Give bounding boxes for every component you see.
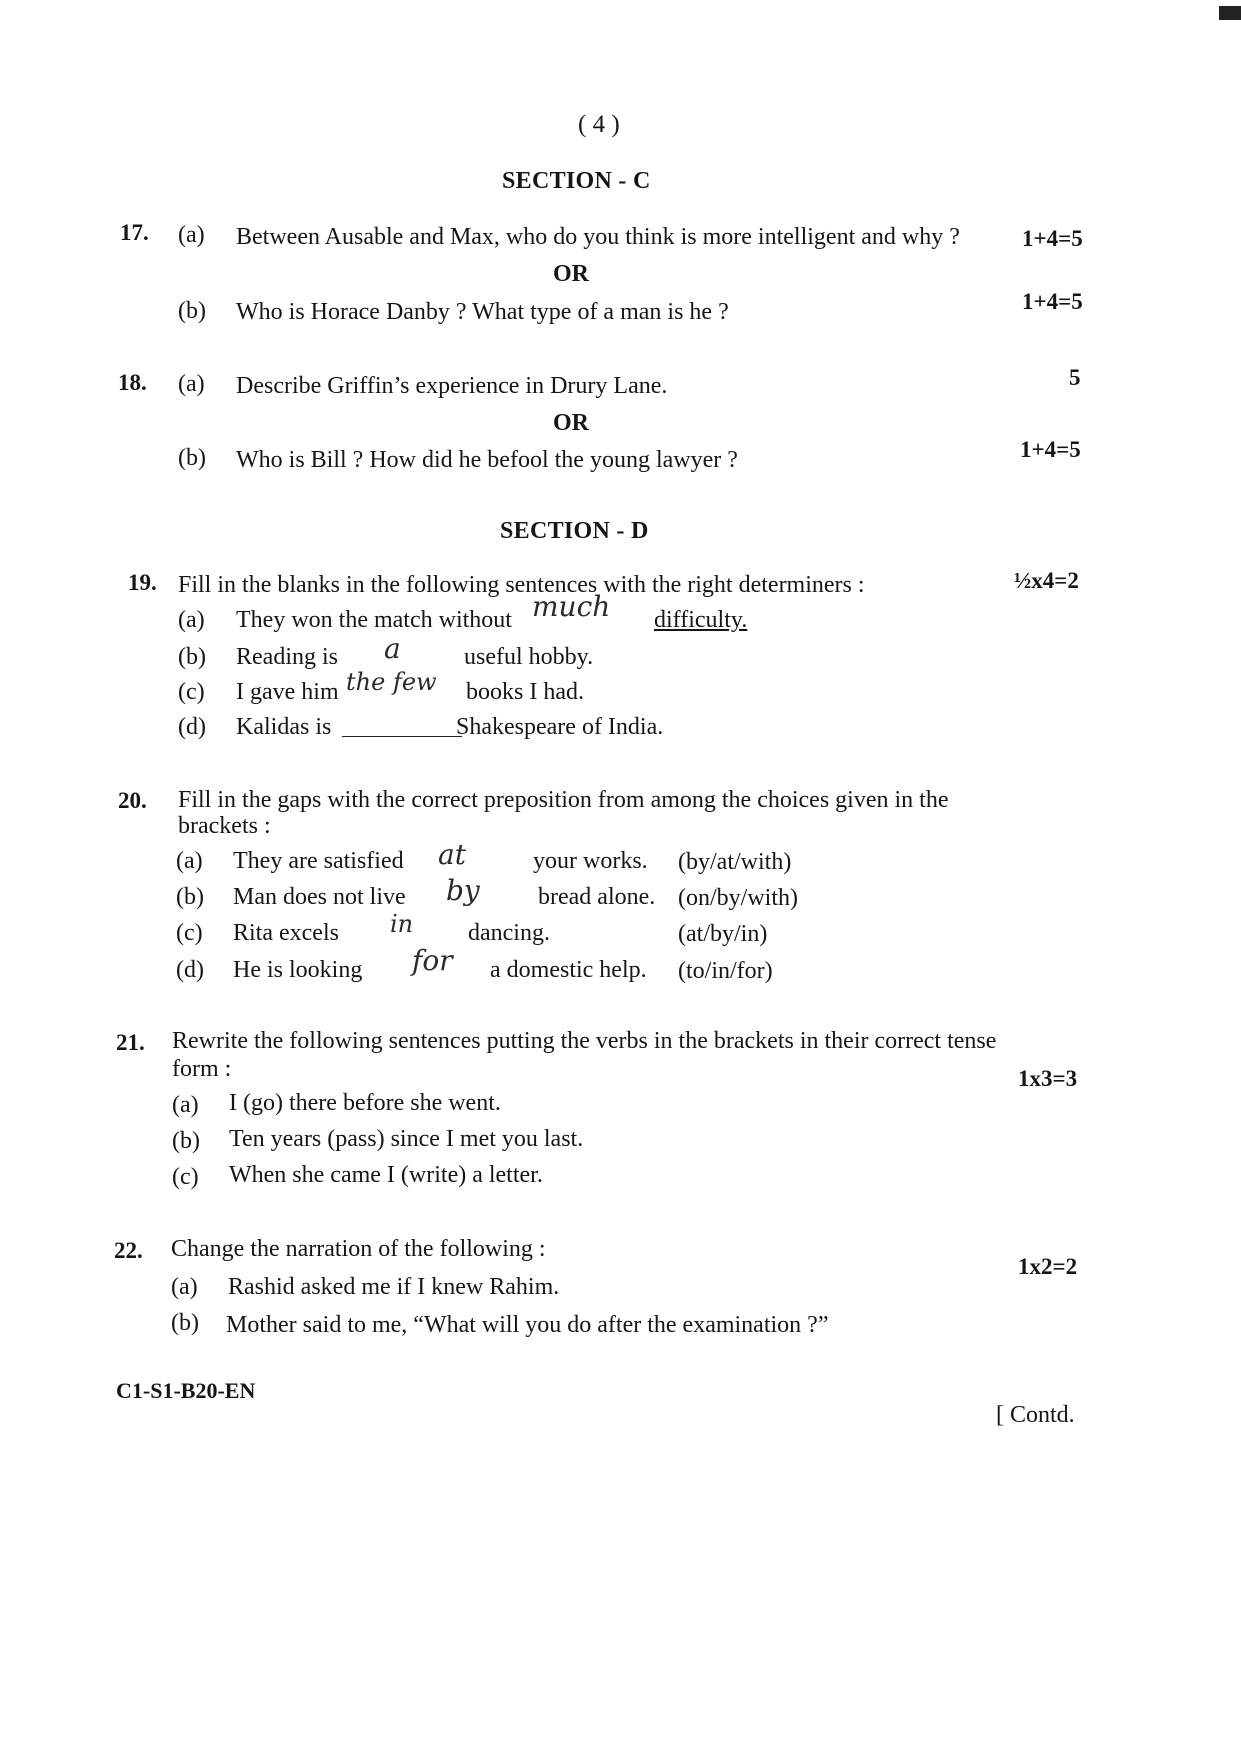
q22-b-text: Mother said to me, “What will you do after the examination ?” — [226, 1312, 829, 1338]
q21-marks: 1x3=3 — [1018, 1066, 1078, 1091]
q19-c-after: books I had. — [466, 679, 584, 705]
q19-marks: ½x4=2 — [1014, 568, 1079, 593]
q17-b-label: (b) — [178, 298, 206, 324]
q19-b-label: (b) — [178, 644, 206, 670]
section-d-title: SECTION - D — [500, 518, 649, 544]
q20-a-before: They are satisfied — [233, 848, 404, 874]
q20-a-answer: at — [438, 838, 466, 871]
q21-a-text: I (go) there before she went. — [229, 1090, 501, 1116]
q20-c-after: dancing. — [468, 920, 550, 946]
q18-a-text: Describe Griffin’s experience in Drury Lane. — [236, 373, 668, 399]
q20-d-answer: for — [412, 944, 453, 977]
contd-label: [ Contd. — [996, 1402, 1075, 1428]
q21-prompt-line1: Rewrite the following sentences putting the verbs in the brackets in their correct tense — [172, 1028, 997, 1054]
q20-a-label: (a) — [176, 848, 203, 874]
q18-or: OR — [553, 410, 589, 436]
q18-b-label: (b) — [178, 445, 206, 471]
q20-d-before: He is looking — [233, 957, 363, 983]
q21-c-text: When she came I (write) a letter. — [229, 1162, 543, 1188]
q19-b-after: useful hobby. — [464, 644, 594, 670]
q18-b-marks: 1+4=5 — [1020, 437, 1081, 462]
q19-a-before: They won the match without — [236, 607, 512, 633]
q18-number: 18. — [118, 370, 147, 395]
q22-b-label: (b) — [171, 1310, 199, 1336]
q17-or: OR — [553, 261, 589, 287]
q17-a-label: (a) — [178, 222, 205, 248]
q20-d-after: a domestic help. — [490, 957, 647, 983]
q19-b-answer: a — [384, 632, 401, 665]
q19-d-after: Shakespeare of India. — [456, 714, 664, 740]
q18-a-marks: 5 — [1069, 365, 1081, 390]
q20-d-choices: (to/in/for) — [678, 958, 773, 984]
q19-b-before: Reading is — [236, 644, 338, 670]
q20-prompt-line1: Fill in the gaps with the correct preposition from among the choices given in the — [178, 787, 949, 813]
q20-c-answer: in — [390, 910, 414, 938]
q17-b-marks: 1+4=5 — [1022, 289, 1083, 314]
q20-b-answer: by — [446, 874, 480, 907]
q22-marks: 1x2=2 — [1018, 1254, 1078, 1279]
q20-c-choices: (at/by/in) — [678, 921, 768, 947]
q17-a-marks: 1+4=5 — [1022, 226, 1083, 251]
q18-a-label: (a) — [178, 371, 205, 397]
q21-number: 21. — [116, 1030, 145, 1055]
q21-a-label: (a) — [172, 1092, 199, 1118]
q20-a-choices: (by/at/with) — [678, 849, 792, 875]
section-c-title: SECTION - C — [502, 168, 651, 194]
q20-d-label: (d) — [176, 957, 204, 983]
q21-prompt-line2: form : — [172, 1056, 232, 1082]
q19-d-blank — [342, 716, 462, 742]
q19-a-answer: much — [532, 590, 611, 623]
q19-prompt: Fill in the blanks in the following sentences with the right determiners : — [178, 572, 865, 598]
q19-c-before: I gave him — [236, 679, 339, 705]
q21-b-text: Ten years (pass) since I met you last. — [229, 1126, 584, 1152]
q19-c-answer: the few — [346, 668, 437, 696]
q19-a-after: difficulty. — [654, 607, 748, 633]
page-corner-mark — [1219, 6, 1241, 20]
q21-b-label: (b) — [172, 1128, 200, 1154]
q22-number: 22. — [114, 1238, 143, 1263]
q17-number: 17. — [120, 220, 149, 245]
q17-a-text: Between Ausable and Max, who do you think is more intelligent and why ? — [236, 224, 960, 250]
q19-c-label: (c) — [178, 679, 205, 705]
q19-d-answer — [342, 716, 462, 737]
q20-c-before: Rita excels — [233, 920, 339, 946]
q20-b-after: bread alone. — [538, 884, 656, 910]
q17-b-text: Who is Horace Danby ? What type of a man is he ? — [236, 299, 729, 325]
q20-b-before: Man does not live — [233, 884, 406, 910]
q20-c-label: (c) — [176, 920, 203, 946]
q19-d-label: (d) — [178, 714, 206, 740]
q19-number: 19. — [128, 570, 157, 595]
q22-a-text: Rashid asked me if I knew Rahim. — [228, 1274, 560, 1300]
q21-c-label: (c) — [172, 1164, 199, 1190]
q18-b-text: Who is Bill ? How did he befool the young lawyer ? — [236, 447, 738, 473]
q20-a-after: your works. — [533, 848, 648, 874]
q19-d-before: Kalidas is — [236, 714, 332, 740]
q22-prompt: Change the narration of the following : — [171, 1236, 546, 1262]
q20-number: 20. — [118, 788, 147, 813]
q19-a-label: (a) — [178, 607, 205, 633]
q20-prompt-line2: brackets : — [178, 813, 271, 839]
q20-b-choices: (on/by/with) — [678, 885, 798, 911]
q20-b-label: (b) — [176, 884, 204, 910]
q22-a-label: (a) — [171, 1274, 198, 1300]
page-number: ( 4 ) — [578, 111, 620, 138]
paper-code: C1-S1-B20-EN — [116, 1378, 256, 1403]
